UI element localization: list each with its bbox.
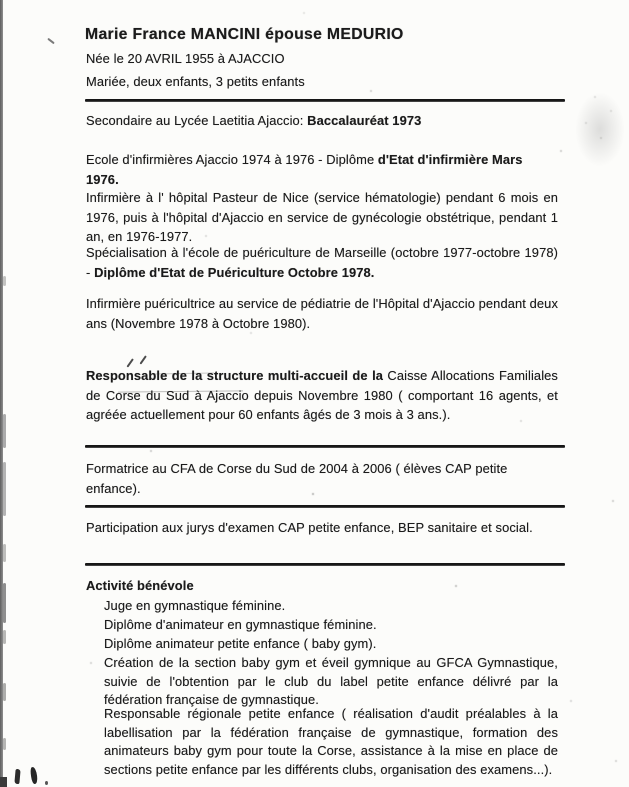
benevole-section-title: Activité bénévole bbox=[86, 578, 194, 593]
scan-noise-speckles bbox=[0, 0, 2, 2]
scan-dash-artifact bbox=[3, 630, 6, 644]
benevole-item: Diplôme d'animateur en gymnastique féminine. bbox=[104, 617, 377, 632]
paragraph-puericulture bbox=[86, 243, 558, 282]
scan-dash-artifact bbox=[3, 544, 6, 562]
paragraph-secondaire bbox=[86, 111, 558, 131]
caf-role-bold: Responsable de la structure multi-accueil de la bbox=[86, 368, 388, 383]
benevole-item: Juge en gymnastique féminine. bbox=[104, 598, 286, 613]
person-name: Marie France MANCINI épouse MEDURIO bbox=[85, 26, 404, 43]
section-divider bbox=[85, 99, 565, 102]
birth-line: Née le 20 AVRIL 1955 à AJACCIO bbox=[86, 51, 285, 66]
benevole-item: Responsable régionale petite enfance ( réalisation d'audit préalables à la labellisation par la fédération française de gymnastique, formation des animateurs baby gym pour toute la Corse, assistance à la mise en place de sections petite enfance par les différents clubs, organisation des examens...). bbox=[104, 706, 558, 777]
ink-smudge-artifact bbox=[14, 769, 20, 784]
ink-smudge-artifact bbox=[30, 767, 38, 785]
scan-dash-artifact bbox=[3, 414, 6, 448]
scan-dash-artifact bbox=[3, 738, 6, 750]
ink-smudge-artifact bbox=[45, 781, 48, 785]
scanner-edge-artifact bbox=[0, 0, 3, 787]
pen-mark-artifact bbox=[47, 38, 55, 45]
paragraph-pediatrie: Infirmière puéricultrice au service de pédiatrie de l'Hôpital d'Ajaccio pendant deux ans (Novembre 1978 à Octobre 1980). bbox=[86, 296, 558, 331]
scan-dash-artifact bbox=[3, 276, 6, 286]
secondaire-diploma: Baccalauréat 1973 bbox=[307, 113, 422, 128]
paragraph-ecole-infirmieres bbox=[86, 150, 558, 189]
paragraph-hopital-pasteur: Infirmière à l' hôpital Pasteur de Nice (service hématologie) pendant 6 mois en 1976, puis à l'hôpital d'Ajaccio en service de gynécologie obstétrique, pendant 1 an, en 1976-1977. bbox=[86, 190, 558, 244]
scan-dash-artifact bbox=[3, 583, 6, 623]
benevole-item: Création de la section baby gym et éveil gymnique au GFCA Gymnastique, suivie de l'obtention par le club du label petite enfance délivré par la fédération française de gymnastique. bbox=[104, 655, 558, 707]
ecole-diploma: d'Etat d'infirmière Mars 1976. bbox=[86, 152, 523, 187]
paragraph-caf bbox=[86, 366, 558, 425]
paragraph-formatrice: Formatrice au CFA de Corse du Sud de 2004 à 2006 ( élèves CAP petite enfance). bbox=[86, 461, 508, 496]
pencil-tick-artifact bbox=[139, 355, 146, 364]
scan-dash-artifact bbox=[3, 462, 6, 516]
paragraph-jurys: Participation aux jurys d'examen CAP petite enfance, BEP sanitaire et social. bbox=[86, 520, 533, 535]
puericulture-diploma: Diplôme d'Etat de Puériculture Octobre 1978. bbox=[94, 264, 375, 280]
scan-dash-artifact bbox=[3, 683, 6, 701]
benevole-item: Diplôme animateur petite enfance ( baby gym). bbox=[104, 636, 377, 651]
scan-grain-artifact bbox=[575, 92, 625, 167]
section-divider bbox=[85, 445, 565, 448]
secondaire-text: Secondaire au Lycée Laetitia Ajaccio: bbox=[86, 113, 308, 128]
family-status-line: Mariée, deux enfants, 3 petits enfants bbox=[86, 74, 305, 89]
ecole-text: Ecole d'infirmières Ajaccio 1974 à 1976 - Diplôme bbox=[86, 152, 378, 167]
section-divider bbox=[85, 505, 565, 508]
puericulture-text: Spécialisation à l'école de puériculture de Marseille (octobre 1977-octobre 1978) - bbox=[86, 245, 558, 280]
scanner-corner-artifact bbox=[0, 777, 7, 787]
caf-text: Caisse Allocations Familiales de Corse du Sud à Ajaccio depuis Novembre 1980 ( comportant 16 agents, et agréée actuellement pour 60 enfants âgés de 3 mois à 3 ans.). bbox=[86, 368, 558, 422]
section-divider bbox=[85, 563, 565, 566]
